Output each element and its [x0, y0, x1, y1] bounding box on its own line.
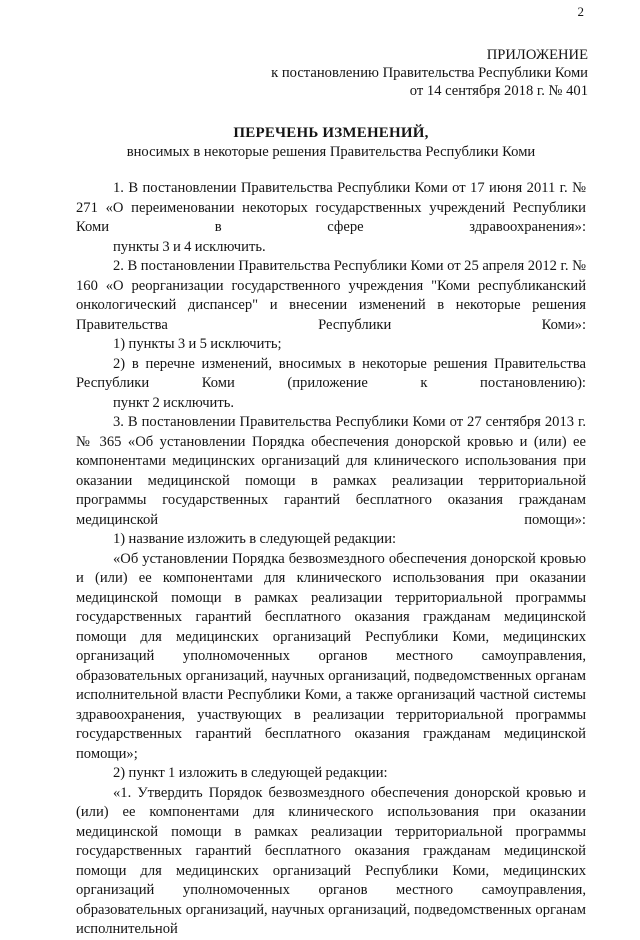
page-number: 2: [577, 4, 584, 19]
document-title-block: [74, 124, 588, 162]
paragraph-11: «1. Утвердить Порядок безвозмездного обеспечения донорской кровью и (или) ее компонентами для клинического использования при оказании медицинской помощи в рамках реализации территориальной программы государственных гарантий бесплатного оказания гражданам медицинской помощи для медицинских организаций Республики Коми, медицинских организаций уполномоченных органов местного самоуправления, образовательных организаций, научных организаций, подведомственных органам исполнительной: [76, 784, 586, 937]
appendix-header: [271, 46, 588, 100]
appendix-date: от 14 сентября 2018 г. № 401: [409, 83, 588, 99]
document-title: ПЕРЕЧЕНЬ ИЗМЕНЕНИЙ,: [233, 125, 429, 141]
paragraph-1: 1. В постановлении Правительства Республики Коми от 17 июня 2011 г. № 271 «О переименовании некоторых государственных учреждений Республики Коми в сфере здравоохранения»:: [76, 180, 586, 235]
paragraph-2: пункты 3 и 4 исключить.: [113, 238, 266, 255]
paragraph-7: 3. В постановлении Правительства Республики Коми от 27 сентября 2013 г. № 365 «Об установлении Порядка обеспечения донорской кровью и (или) ее компонентами медицинских организаций для клинического использования при оказании медицинской помощи в рамках реализации территориальной программы государственных гарантий бесплатного оказания гражданам медицинской помощи»:: [76, 414, 586, 528]
paragraph-8: 1) название изложить в следующей редакции:: [113, 531, 397, 547]
document-body: [76, 179, 586, 940]
paragraph-6: пункт 2 исключить.: [113, 394, 235, 411]
paragraph-4: 1) пункты 3 и 5 исключить;: [113, 336, 282, 352]
paragraph-9: «Об установлении Порядка безвозмездного обеспечения донорской кровью и (или) ее компонентами для клинического использования при оказании медицинской помощи в рамках реализации территориальной программы государственных гарантий бесплатного оказания гражданам медицинской помощи для медицинских организаций Республики Коми, медицинских организаций уполномоченных органов местного самоуправления, образовательных организаций, научных организаций, подведомственных органам исполнительной власти Республики Коми, а также организаций частной системы здравоохранения, участвующих в реализации территориальной программы государственных гарантий бесплатного оказания гражданам медицинской помощи»;: [76, 550, 586, 762]
paragraph-3: 2. В постановлении Правительства Республики Коми от 25 апреля 2012 г. № 160 «О реорганизации государственного учреждения "Коми республиканский онкологический диспансер" и внесении изменений в некоторые решения Правительства Республики Коми»:: [76, 258, 586, 333]
appendix-label: ПРИЛОЖЕНИЕ: [486, 47, 588, 63]
paragraph-5: 2) в перечне изменений, вносимых в некоторые решения Правительства Республики Коми (приложение к постановлению):: [76, 355, 586, 391]
paragraph-10: 2) пункт 1 изложить в следующей редакции:: [113, 765, 388, 781]
document-subtitle: вносимых в некоторые решения Правительства Республики Коми: [126, 144, 536, 160]
appendix-reference: к постановлению Правительства Республики Коми: [271, 65, 588, 81]
